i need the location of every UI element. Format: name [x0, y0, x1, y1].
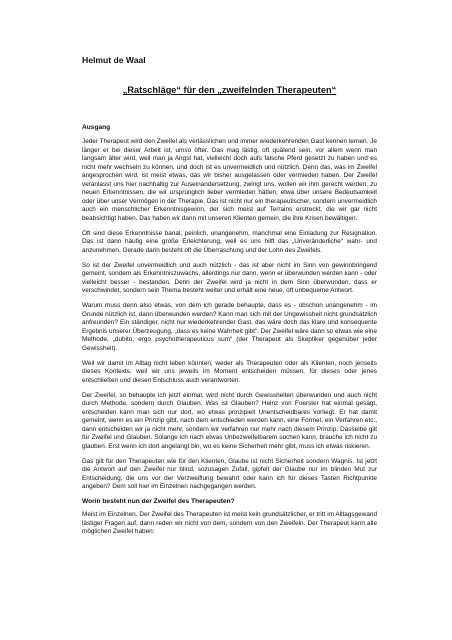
paragraph: So ist der Zweifel unvermeidlich und auch nützlich - das ist aber nicht im Sinn von gewinnbringend gemeint, sondern als Erkenntniszuwachs, allerdings nur dann, wenn er überwunden werden kann - oder vielleicht besser - bestanden. Denn der Zweifel wird ja nicht in dem Sinn überwunden, dass er verschwindet, sondern sein Thema besteht weiter und erhält eine neue, oft unbequeme Antwort.: [82, 261, 377, 294]
paragraph: Jeder Therapeut wird den Zweifel als verlässlichen und immer wiederkehrenden Gast kennen lernen. Je länger er bei dieser Arbeit ist, umso öfter. Das mag lästig, oft quälend sein, vor allem wenn man langsam älter wird, weil man ja Angst hat, vielleicht doch aufs falsche Pferd gesetzt zu haben und es nicht mehr wechseln zu können, und doch ist es unvermeidlich und nützlich. Denn das, was im Zweifel angesprochen wird, ist meist etwas, das wir bisher ausgelassen oder vermieden haben. Der Zweifel veranlasst uns hier nachhaltig zur Auseinandersetzung, zwingt uns, wollen wir ihm gerecht werden, zu neuen Erkenntnissen, die wir ursprünglich lieber vermieden hätten, etwa über unsere Bedeutsamkeit oder über unser Vermögen in der Therapie. Das ist nicht nur ein therapeutischer, sondern unvermeidlich auch ein menschlicher Erkenntnisgewinn, der sich meist auf Terrains erstreckt, die wir gar nicht beabsichtigt haben. Das haben wir dann mit unseren Klienten gemein, die ihre Krisen bewältigen.: [82, 138, 377, 222]
paragraph: Das gilt für den Therapeuten wie für den Klienten, Glaube ist nicht Sicherheit sondern Wagnis. Ist jetzt die Antwort auf den Zweifel nur blind, sozusagen Zufall, gipfelt der Glaube nur im blinden Mut zur Entscheidung, die uns vor der Verzweiflung bewahrt oder kann ich für dieses Tasten Richtpunkte angeben? Dem soll hier im Einzelnen nachgegangen werden.: [82, 457, 377, 490]
section-heading-zweifel: Worin besteht nun der Zweifel des Therapeuten?: [82, 498, 235, 505]
section-heading-ausgang: Ausgang: [82, 124, 111, 131]
paragraph: Weil wir damit im Alltag nicht leben könnten, weder als Therapeuten oder als Klienten, noch jenseits dieses Kontexts, weil wir uns jeweils im Moment entscheiden müssen, für dieses oder jenes entschließen und diesen Entschluss auch verantworten.: [82, 359, 377, 384]
document-title: „Ratschläge“ für den „zweifelnden Therapeuten“: [122, 85, 337, 95]
paragraph: Oft sind diese Erkenntnisse banal, peinlich, unangenehm, manchmal eine Einladung zur Resignation. Das ist dann häufig eine große Erleichterung, weil es uns hilft das „Unveränderliche“ wahr- und anzunehmen. Gerade darin besteht oft die Überraschung und der Lohn des Zweifels.: [82, 229, 377, 254]
paragraph: Meist im Einzelnen. Der Zweifel des Therapeuten ist meist kein grundsätzlicher, er tritt im Alltagsgewand lästiger Fragen auf, dann reden wir nicht von dem, sondern von den Zweifeln. Der Therapeut kann alle möglichen Zweifel haben:: [82, 511, 377, 535]
author-name: Helmut de Waal: [82, 55, 146, 65]
paragraph: Der Zweifel, so behaupte ich jetzt einmal, wird nicht durch Gewissheiten überwunden und auch nicht durch Methode, sondern durch Glauben. Was ist Glauben? Heinz von Foerster hat einmal gesagt, entscheiden kann man sich nur dort, wo etwas prinzipiell Unentscheidbares vorliegt. Er hat damit gemeint, wenn es ein Prinzip gibt, nach dem entschieden werden kann, eine Formel, ein Verfahren etc., dann entscheiden wir ja nicht mehr, sondern wir verfahren nur mehr nach diesem Prinzip. Dasselbe gilt für Zweifel und Glauben. Solange ich nach etwas Unbezweifelbarem suchen kann, brauche ich nicht zu glauben. Erst wenn ich dort angelangt bin, wo es keine Sicherheit mehr gibt, muss ich etwas riskieren.: [82, 391, 377, 450]
paragraph: Warum muss denn also etwas, von dem ich gerade behaupte, dass es - obschon unangenehm - im Grunde nützlich ist, dann überwunden werden? Kann man sich mit der Ungewissheit nicht grundsätzlich anfreunden? Ein ständiger, nicht nur wiederkehrender Gast, das wäre doch das klare und konsequente Ergebnis unserer Überzeugung, „dass es keine Wahrheit gibt“. Der Zweifel wäre dann so etwas wie eine Methode, „dubito, ergo psychotherapeuticus sum“ (der Therapeut als Skeptiker gegenüber jeder Gewissheit).: [82, 302, 377, 352]
document-body: [82, 124, 377, 543]
